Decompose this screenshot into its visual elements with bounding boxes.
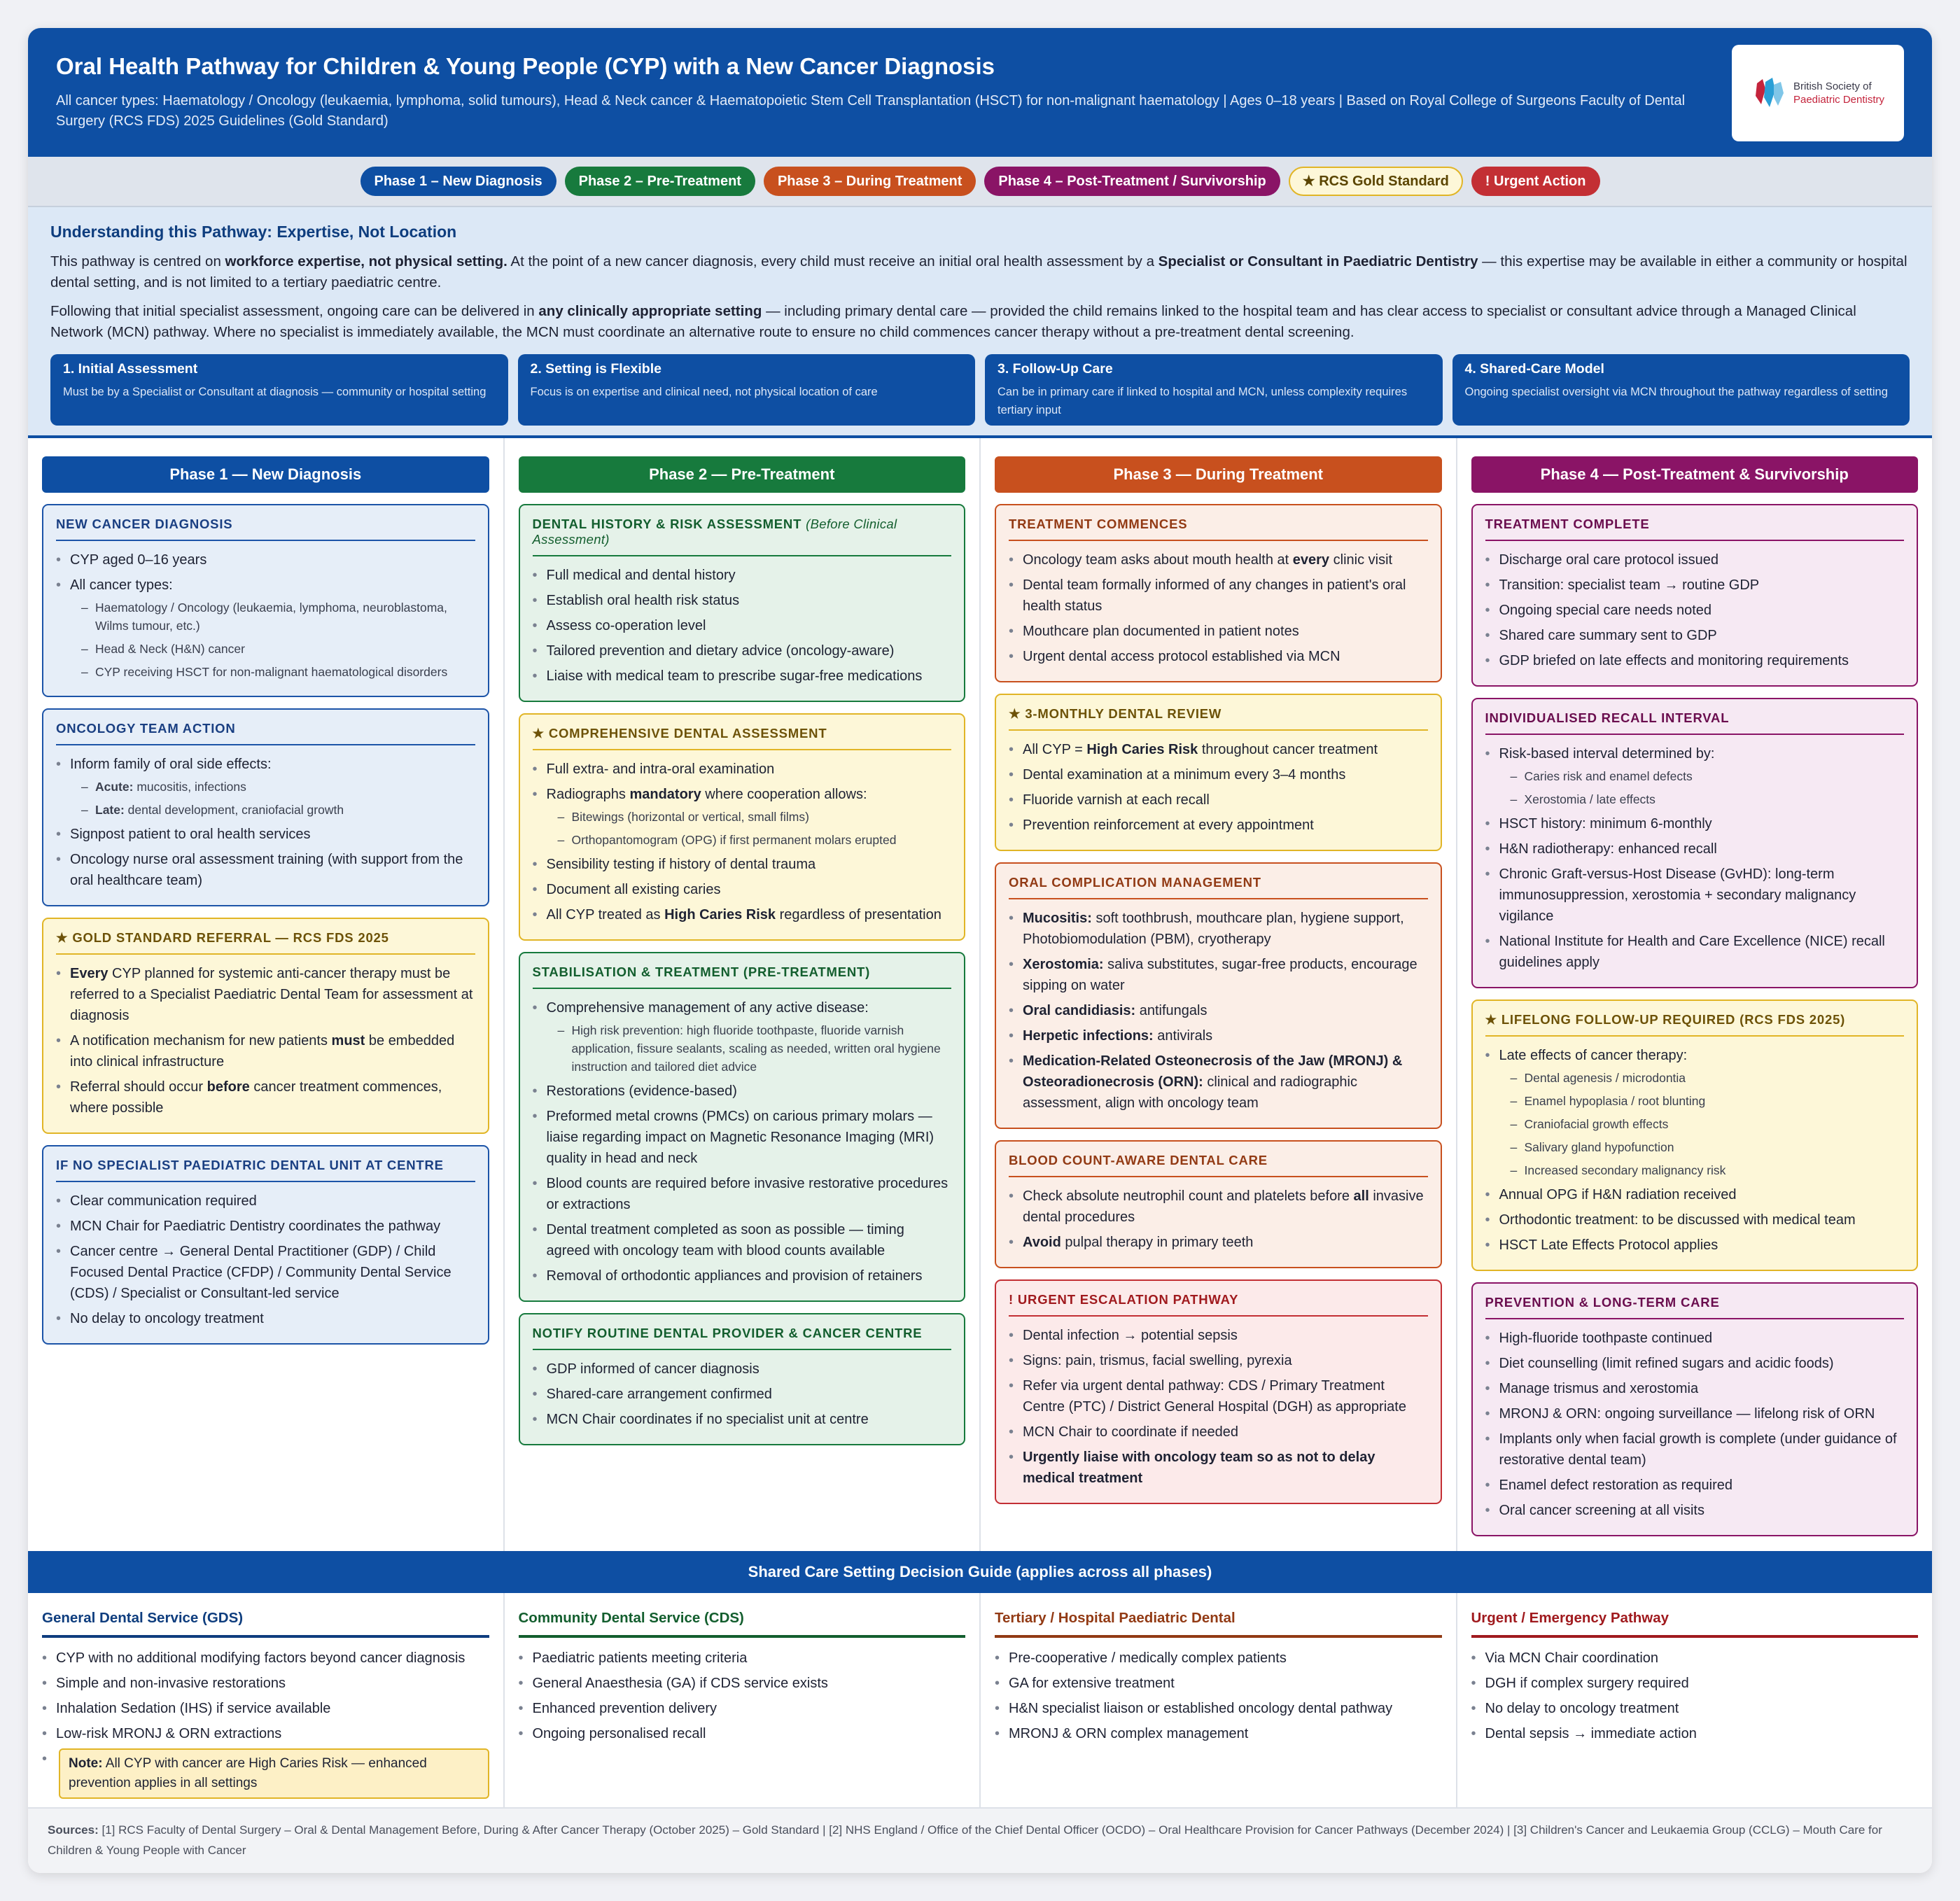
principle-card-2 xyxy=(518,354,976,426)
list-item: • Oncology nurse oral assessment training (with support from the oral healthcare team) xyxy=(56,849,475,891)
sub-items xyxy=(1499,1069,1905,1179)
list-item xyxy=(42,1748,489,1799)
list-item: • DGH if complex surgery required xyxy=(1471,1673,1919,1694)
list-item: • High-fluoride toothpaste continued xyxy=(1485,1328,1905,1349)
list-item: • Medication-Related Osteonecrosis of the Jaw (MRONJ) & Osteoradionecrosis (ORN): clinical and radiographic assessment, align with oncology team xyxy=(1009,1051,1428,1114)
box-items xyxy=(533,997,952,1286)
box-items xyxy=(1009,1186,1428,1253)
list-item: • Pre-cooperative / medically complex patients xyxy=(995,1648,1442,1669)
box-items xyxy=(56,1191,475,1329)
sub-items xyxy=(70,598,475,681)
list-item: • Via MCN Chair coordination xyxy=(1471,1648,1919,1669)
box-title: ★ 3-MONTHLY DENTAL REVIEW xyxy=(1009,706,1428,731)
list-item: • Urgently liaise with oncology team so as not to delay medical treatment xyxy=(1009,1447,1428,1489)
list-item: • Comprehensive management of any active disease: – High risk prevention: high fluoride toothpaste, fluoride varnish application, fissure sealants, scaling as needed, written oral hygiene instruction and tailored diet advice xyxy=(533,997,952,1076)
box-title: STABILISATION & TREATMENT (PRE-TREATMENT) xyxy=(533,964,952,989)
list-item: • Implants only when facial growth is complete (under guidance of restorative dental team) xyxy=(1485,1429,1905,1471)
list-item: • Full medical and dental history xyxy=(533,565,952,586)
list-item: • H&N specialist liaison or established oncology dental pathway xyxy=(995,1698,1442,1719)
legend-pill-2: Phase 3 – During Treatment xyxy=(764,167,976,196)
setting-column-4 xyxy=(1457,1593,1933,1810)
shared-care-title: Shared Care Setting Decision Guide (applies across all phases) xyxy=(28,1551,1932,1593)
list-item: • Annual OPG if H&N radiation received xyxy=(1485,1184,1905,1205)
box-items xyxy=(1009,1325,1428,1489)
list-item: • Fluoride varnish at each recall xyxy=(1009,790,1428,811)
principle-card-desc: Ongoing specialist oversight via MCN throughout the pathway regardless of setting xyxy=(1464,386,1888,398)
box-title: DENTAL HISTORY & RISK ASSESSMENT (Before Clinical Assessment) xyxy=(533,517,952,556)
list-item: • No delay to oncology treatment xyxy=(56,1308,475,1329)
list-item: • Oncology team asks about mouth health at every clinic visit xyxy=(1009,549,1428,570)
intro-panel xyxy=(28,207,1932,438)
pathway-box xyxy=(995,1140,1442,1268)
list-item: • Xerostomia: saliva substitutes, sugar-free products, encourage sipping on water xyxy=(1009,954,1428,996)
list-item: • Dental sepsis → immediate action xyxy=(1471,1723,1919,1744)
bspd-logo xyxy=(1732,45,1904,141)
principle-card-title: 3. Follow-Up Care xyxy=(997,361,1113,377)
list-item: • Document all existing caries xyxy=(533,879,952,900)
list-item: • Paediatric patients meeting criteria xyxy=(519,1648,966,1669)
list-item: • Establish oral health risk status xyxy=(533,590,952,611)
sub-item: – Acute: mucositis, infections xyxy=(70,778,475,796)
list-item: • Ongoing special care needs noted xyxy=(1485,600,1905,621)
list-item: • Avoid pulpal therapy in primary teeth xyxy=(1009,1232,1428,1253)
box-title: ! URGENT ESCALATION PATHWAY xyxy=(1009,1292,1428,1317)
box-items xyxy=(1485,743,1905,973)
sub-item: – Enamel hypoplasia / root blunting xyxy=(1499,1092,1905,1110)
pathway-box xyxy=(519,952,966,1302)
list-item: • Diet counselling (limit refined sugars and acidic foods) xyxy=(1485,1353,1905,1374)
header xyxy=(28,28,1932,157)
logo-text xyxy=(1793,80,1884,106)
list-item: • A notification mechanism for new patients must be embedded into clinical infrastructure xyxy=(56,1030,475,1072)
pathway-box xyxy=(995,504,1442,682)
principle-card-title: 2. Setting is Flexible xyxy=(530,361,662,377)
sub-item: – Bitewings (horizontal or vertical, small films) xyxy=(547,808,952,826)
list-item: • Enhanced prevention delivery xyxy=(519,1698,966,1719)
sub-items xyxy=(547,1021,952,1076)
sub-items xyxy=(70,778,475,819)
legend-pill-4: ★ RCS Gold Standard xyxy=(1289,167,1463,196)
list-item: • Cancer centre → General Dental Practitioner (GDP) / Child Focused Dental Practice (CFDP) / Community Dental Service (CDS) / Specialist or Consultant-led service xyxy=(56,1241,475,1304)
list-item: • Risk-based interval determined by: – Caries risk and enamel defects – Xerostomia / late effects xyxy=(1485,743,1905,808)
list-item: • National Institute for Health and Care Excellence (NICE) recall guidelines apply xyxy=(1485,931,1905,973)
list-item: • Refer via urgent dental pathway: CDS / Primary Treatment Centre (PTC) / District General Hospital (DGH) as appropriate xyxy=(1009,1375,1428,1417)
principle-card-title: 4. Shared-Care Model xyxy=(1464,361,1604,377)
list-item: • No delay to oncology treatment xyxy=(1471,1698,1919,1719)
principle-cards xyxy=(50,354,1910,426)
list-item: • GDP briefed on late effects and monitoring requirements xyxy=(1485,650,1905,671)
box-title: ★ LIFELONG FOLLOW-UP REQUIRED (RCS FDS 2025) xyxy=(1485,1012,1905,1037)
list-item: • Liaise with medical team to prescribe sugar-free medications xyxy=(533,666,952,687)
box-title: ORAL COMPLICATION MANAGEMENT xyxy=(1009,875,1428,899)
sub-item: – Caries risk and enamel defects xyxy=(1499,767,1905,785)
legend xyxy=(28,157,1932,207)
list-item: • All CYP = High Caries Risk throughout cancer treatment xyxy=(1009,739,1428,760)
pathway-box xyxy=(995,694,1442,851)
list-item: • Check absolute neutrophil count and platelets before all invasive dental procedures xyxy=(1009,1186,1428,1228)
pathway-box xyxy=(42,504,489,697)
phase-heading: Phase 4 — Post-Treatment & Survivorship xyxy=(1471,456,1919,493)
list-item: • CYP with no additional modifying factors beyond cancer diagnosis xyxy=(42,1648,489,1669)
pathway-box xyxy=(42,1145,489,1345)
box-items xyxy=(533,565,952,687)
sub-item: – Haematology / Oncology (leukaemia, lymphoma, neuroblastoma, Wilms tumour, etc.) xyxy=(70,598,475,635)
list-item: • Every CYP planned for systemic anti-cancer therapy must be referred to a Specialist Paediatric Dental Team for assessment at diagnosis xyxy=(56,963,475,1026)
principle-card-desc: Focus is on expertise and clinical need, not physical location of care xyxy=(530,386,878,398)
list-item: • GA for extensive treatment xyxy=(995,1673,1442,1694)
phase-heading: Phase 1 — New Diagnosis xyxy=(42,456,489,493)
phase-column-4 xyxy=(1457,438,1933,1551)
box-items xyxy=(1485,1328,1905,1521)
setting-column-2 xyxy=(505,1593,981,1810)
list-item: • Clear communication required xyxy=(56,1191,475,1212)
list-item: • Low-risk MRONJ & ORN extractions xyxy=(42,1723,489,1744)
setting-items xyxy=(519,1648,966,1744)
pathway-box xyxy=(519,713,966,941)
pathway-box xyxy=(1471,999,1919,1271)
list-item: • Prevention reinforcement at every appointment xyxy=(1009,815,1428,836)
list-item: • Manage trismus and xerostomia xyxy=(1485,1378,1905,1399)
list-item: • Tailored prevention and dietary advice (oncology-aware) xyxy=(533,640,952,661)
list-item: • H&N radiotherapy: enhanced recall xyxy=(1485,839,1905,860)
list-item: • Mucositis: soft toothbrush, mouthcare plan, hygiene support, Photobiomodulation (PBM), cryotherapy xyxy=(1009,908,1428,950)
setting-title: General Dental Service (GDS) xyxy=(42,1610,489,1638)
pathway-box xyxy=(42,918,489,1134)
principle-card-4 xyxy=(1452,354,1910,426)
list-item: • Sensibility testing if history of dental trauma xyxy=(533,854,952,875)
sub-item: – Head & Neck (H&N) cancer xyxy=(70,640,475,658)
setting-title: Urgent / Emergency Pathway xyxy=(1471,1610,1919,1638)
setting-title: Community Dental Service (CDS) xyxy=(519,1610,966,1638)
intro-paragraph-2: Following that initial specialist assessment, ongoing care can be delivered in any clinically appropriate setting — including primary dental care — provided the child remains linked to the hospital team and has clear access to specialist or consultant advice through a Managed Clinical Network (MCN) pathway. Where no specialist is immediately available, the MCN must coordinate an alternative route to ensure no child commences cancer therapy without a pre-treatment dental screening. xyxy=(50,303,1856,340)
box-title: IF NO SPECIALIST PAEDIATRIC DENTAL UNIT AT CENTRE xyxy=(56,1158,475,1182)
setting-items xyxy=(1471,1648,1919,1744)
page-subtitle: All cancer types: Haematology / Oncology (leukaemia, lymphoma, solid tumours), Head & Neck cancer & Haematopoietic Stem Cell Transplantation (HSCT) for non-malignant haematology | Ages 0–18 years | Based on Royal College of Surgeons Faculty of Dental Surgery (RCS FDS) 2025 Guidelines (Gold Standard) xyxy=(56,93,1686,129)
phase-heading: Phase 3 — During Treatment xyxy=(995,456,1442,493)
sub-item: – High risk prevention: high fluoride toothpaste, fluoride varnish application, fissure sealants, scaling as needed, written oral hygiene instruction and tailored diet advice xyxy=(547,1021,952,1076)
setting-title: Tertiary / Hospital Paediatric Dental xyxy=(995,1610,1442,1638)
phase-heading: Phase 2 — Pre-Treatment xyxy=(519,456,966,493)
list-item: • Referral should occur before cancer treatment commences, where possible xyxy=(56,1076,475,1118)
principle-card-3 xyxy=(985,354,1443,426)
list-item: • Radiographs mandatory where cooperation allows: – Bitewings (horizontal or vertical, small films) – Orthopantomogram (OPG) if first permanent molars erupted xyxy=(533,784,952,849)
list-item: • Signpost patient to oral health services xyxy=(56,824,475,845)
pathway-box xyxy=(1471,1282,1919,1536)
setting-items xyxy=(42,1648,489,1799)
box-items xyxy=(1009,908,1428,1114)
list-item: • Removal of orthodontic appliances and provision of retainers xyxy=(533,1265,952,1286)
list-item: • Blood counts are required before invasive restorative procedures or extractions xyxy=(533,1173,952,1215)
box-items xyxy=(533,1359,952,1430)
sub-item: – Xerostomia / late effects xyxy=(1499,790,1905,808)
legend-pill-3: Phase 4 – Post-Treatment / Survivorship xyxy=(984,167,1280,196)
list-item: • MRONJ & ORN complex management xyxy=(995,1723,1442,1744)
list-item: • MRONJ & ORN: ongoing surveillance — lifelong risk of ORN xyxy=(1485,1403,1905,1424)
list-item: • Dental infection → potential sepsis xyxy=(1009,1325,1428,1346)
list-item: • Ongoing personalised recall xyxy=(519,1723,966,1744)
list-item: • Restorations (evidence-based) xyxy=(533,1081,952,1102)
box-items xyxy=(1485,549,1905,671)
sources-footer: Sources: [1] RCS Faculty of Dental Surgery – Oral & Dental Management Before, During & After Cancer Therapy (October 2025) – Gold Standard | [2] NHS England / Office of the Chief Dental Officer (OCDO) – Oral Healthcare Provision for Cancer Pathways (December 2024) | [3] Children's Cancer and Leukaemia Group (CCLG) – Mouth Care for Children & Young People with Cancer xyxy=(28,1807,1932,1873)
intro-title: Understanding this Pathway: Expertise, Not Location xyxy=(50,223,457,241)
list-item: • Simple and non-invasive restorations xyxy=(42,1673,489,1694)
list-item: • Urgent dental access protocol established via MCN xyxy=(1009,646,1428,667)
list-item: • Oral candidiasis: antifungals xyxy=(1009,1000,1428,1021)
principle-card-desc: Must be by a Specialist or Consultant at diagnosis — community or hospital setting xyxy=(63,386,486,398)
sub-item: – Salivary gland hypofunction xyxy=(1499,1138,1905,1156)
page-title: Oral Health Pathway for Children & Young People (CYP) with a New Cancer Diagnosis xyxy=(56,53,995,79)
setting-column-3 xyxy=(981,1593,1457,1810)
phase-columns xyxy=(28,438,1932,1551)
box-title: NOTIFY ROUTINE DENTAL PROVIDER & CANCER CENTRE xyxy=(533,1326,952,1350)
phase-column-3 xyxy=(981,438,1457,1551)
intro-paragraph-1: This pathway is centred on workforce expertise, not physical setting. At the point of a new cancer diagnosis, every child must receive an initial oral health assessment by a Specialist or Consultant in Paediatric Dentistry — this expertise may be available in either a community or hospital dental setting, and is not limited to a tertiary paediatric centre. xyxy=(50,253,1907,290)
setting-column-1 xyxy=(28,1593,505,1810)
box-items xyxy=(1009,739,1428,836)
list-item: • Signs: pain, trismus, facial swelling, pyrexia xyxy=(1009,1350,1428,1371)
sub-item: – CYP receiving HSCT for non-malignant haematological disorders xyxy=(70,663,475,681)
list-item: • Inform family of oral side effects: – Acute: mucositis, infections – Late: dental development, craniofacial growth xyxy=(56,754,475,819)
pathway-box xyxy=(995,862,1442,1129)
sub-item: – Late: dental development, craniofacial growth xyxy=(70,801,475,819)
list-item: • All CYP treated as High Caries Risk regardless of presentation xyxy=(533,904,952,925)
box-title: ★ COMPREHENSIVE DENTAL ASSESSMENT xyxy=(533,726,952,750)
list-item: • Oral cancer screening at all visits xyxy=(1485,1500,1905,1521)
principle-card-desc: Can be in primary care if linked to hospital and MCN, unless complexity requires tertiary input xyxy=(997,386,1408,416)
box-items xyxy=(1009,549,1428,667)
box-items xyxy=(56,963,475,1118)
list-item: • HSCT Late Effects Protocol applies xyxy=(1485,1235,1905,1256)
list-item: • Discharge oral care protocol issued xyxy=(1485,549,1905,570)
list-item: • MCN Chair for Paediatric Dentistry coordinates the pathway xyxy=(56,1216,475,1237)
pathway-box xyxy=(519,504,966,702)
box-title: BLOOD COUNT-AWARE DENTAL CARE xyxy=(1009,1153,1428,1177)
list-item: • Orthodontic treatment: to be discussed with medical team xyxy=(1485,1209,1905,1230)
sub-items xyxy=(547,808,952,849)
box-items xyxy=(1485,1045,1905,1256)
logo-line2: Paediatric Dentistry xyxy=(1793,94,1885,106)
legend-pill-1: Phase 2 – Pre-Treatment xyxy=(565,167,755,196)
box-title: ONCOLOGY TEAM ACTION xyxy=(56,721,475,745)
list-item: • Preformed metal crowns (PMCs) on carious primary molars — liaise regarding impact on Magnetic Resonance Imaging (MRI) quality in head and neck xyxy=(533,1106,952,1169)
list-item: • General Anaesthesia (GA) if CDS service exists xyxy=(519,1673,966,1694)
list-item: • GDP informed of cancer diagnosis xyxy=(533,1359,952,1380)
list-item: • Dental team formally informed of any changes in patient's oral health status xyxy=(1009,575,1428,617)
list-item: • All cancer types: – Haematology / Oncology (leukaemia, lymphoma, neuroblastoma, Wilms tumour, etc.) – Head & Neck (H&N) cancer – CYP receiving HSCT for non-malignant haematological disorders xyxy=(56,575,475,681)
box-title: PREVENTION & LONG-TERM CARE xyxy=(1485,1295,1905,1319)
logo-line1: British Society of xyxy=(1793,80,1872,92)
list-item: • Shared care summary sent to GDP xyxy=(1485,625,1905,646)
legend-pill-5: ! Urgent Action xyxy=(1471,167,1600,196)
pathway-box xyxy=(42,708,489,906)
pathway-box xyxy=(995,1279,1442,1504)
sub-item: – Craniofacial growth effects xyxy=(1499,1115,1905,1133)
setting-items xyxy=(995,1648,1442,1744)
sub-item: – Dental agenesis / microdontia xyxy=(1499,1069,1905,1087)
sub-items xyxy=(1499,767,1905,808)
list-item: • Enamel defect restoration as required xyxy=(1485,1475,1905,1496)
list-item: • Late effects of cancer therapy: – Dental agenesis / microdontia – Enamel hypoplasia / root blunting – Craniofacial growth effects – Salivary gland hypofunction – Increased secondary malignancy risk xyxy=(1485,1045,1905,1179)
list-item: • Herpetic infections: antivirals xyxy=(1009,1025,1428,1046)
legend-pill-0: Phase 1 – New Diagnosis xyxy=(360,167,556,196)
list-item: • Dental examination at a minimum every 3–4 months xyxy=(1009,764,1428,785)
pathway-box xyxy=(1471,698,1919,988)
pathway-box xyxy=(519,1313,966,1445)
high-caries-note: • Note: All CYP with cancer are High Caries Risk — enhanced prevention applies in all settings xyxy=(59,1748,489,1799)
principle-card-1 xyxy=(50,354,508,426)
pathway-sheet xyxy=(28,28,1932,1873)
box-title: TREATMENT COMPLETE xyxy=(1485,517,1905,541)
phase-column-1 xyxy=(28,438,505,1551)
box-title: NEW CANCER DIAGNOSIS xyxy=(56,517,475,541)
box-title: INDIVIDUALISED RECALL INTERVAL xyxy=(1485,710,1905,735)
list-item: • Mouthcare plan documented in patient notes xyxy=(1009,621,1428,642)
pathway-box xyxy=(1471,504,1919,687)
principle-card-title: 1. Initial Assessment xyxy=(63,361,198,377)
box-title: ★ GOLD STANDARD REFERRAL — RCS FDS 2025 xyxy=(56,930,475,955)
list-item: • Dental treatment completed as soon as possible — timing agreed with oncology team with blood counts available xyxy=(533,1219,952,1261)
box-items xyxy=(56,549,475,681)
box-items xyxy=(533,759,952,925)
box-title: TREATMENT COMMENCES xyxy=(1009,517,1428,541)
box-items xyxy=(56,754,475,891)
list-item: • Inhalation Sedation (IHS) if service available xyxy=(42,1698,489,1719)
list-item: • Full extra- and intra-oral examination xyxy=(533,759,952,780)
list-item: • MCN Chair to coordinate if needed xyxy=(1009,1422,1428,1443)
list-item: • HSCT history: minimum 6-monthly xyxy=(1485,813,1905,834)
sub-item: – Orthopantomogram (OPG) if first permanent molars erupted xyxy=(547,831,952,849)
list-item: • Shared-care arrangement confirmed xyxy=(533,1384,952,1405)
list-item: • Transition: specialist team → routine GDP xyxy=(1485,575,1905,596)
shared-care-settings xyxy=(28,1593,1932,1810)
list-item: • Assess co-operation level xyxy=(533,615,952,636)
list-item: • Chronic Graft-versus-Host Disease (GvHD): long-term immunosuppression, xerostomia + secondary malignancy vigilance xyxy=(1485,864,1905,927)
sub-item: – Increased secondary malignancy risk xyxy=(1499,1161,1905,1179)
list-item: • MCN Chair coordinates if no specialist unit at centre xyxy=(533,1409,952,1430)
phase-column-2 xyxy=(505,438,981,1551)
list-item: • CYP aged 0–16 years xyxy=(56,549,475,570)
bspd-logo-icon xyxy=(1751,76,1788,110)
